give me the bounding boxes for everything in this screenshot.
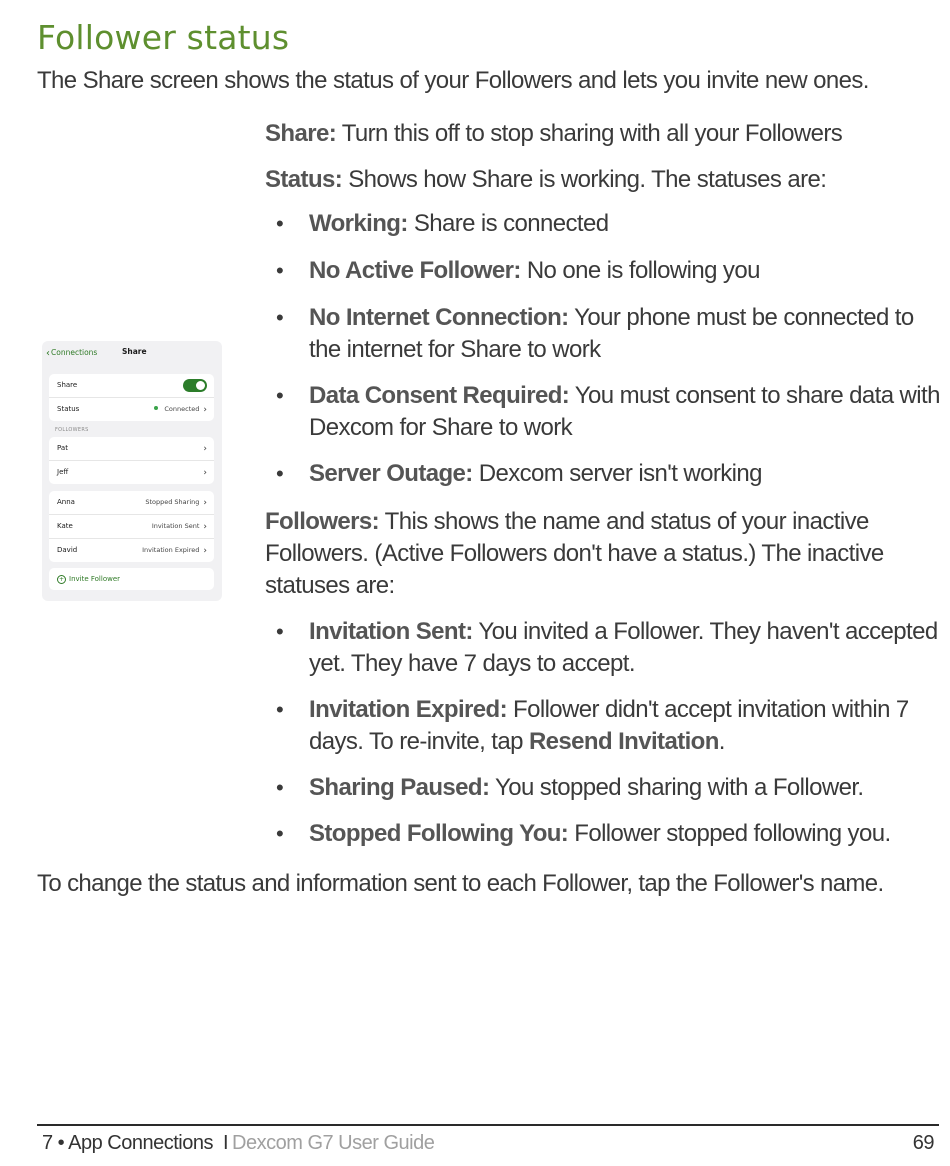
followers-status-list	[265, 616, 945, 850]
list-item	[265, 255, 945, 287]
follower-row[interactable]	[49, 460, 214, 484]
invite-label: Invite Follower	[69, 575, 121, 583]
description-column	[265, 118, 945, 850]
chevron-right-icon: ›	[203, 522, 207, 532]
follower-name: Kate	[57, 522, 73, 530]
followers-text: This shows the name and status of your inactive Followers. (Active Followers don't have a status.) The inactive statuses are:	[265, 508, 884, 599]
follower-status: Invitation Expired	[142, 546, 200, 554]
item-term: Data Consent Required:	[309, 382, 570, 409]
list-item	[265, 302, 945, 366]
share-label: Share	[57, 381, 78, 389]
followers-paragraph	[265, 506, 945, 602]
footer-divider	[37, 1124, 939, 1126]
screen-title: Share	[122, 347, 147, 356]
status-list	[265, 208, 945, 490]
status-paragraph	[265, 164, 945, 196]
list-item	[265, 458, 945, 490]
list-item	[265, 616, 945, 680]
status-dot-icon	[154, 406, 158, 410]
invite-follower-button[interactable]	[49, 568, 214, 590]
status-text: Shows how Share is working. The statuses are:	[342, 166, 827, 193]
item-term: Invitation Sent:	[309, 618, 473, 645]
intro-paragraph: The Share screen shows the status of your Followers and lets you invite new ones.	[37, 67, 869, 94]
share-paragraph	[265, 118, 945, 150]
section-heading: Follower status	[37, 18, 290, 57]
item-text: You invited a Follower. They haven't accepted yet. They have 7 days to accept.	[309, 618, 938, 677]
chevron-right-icon: ›	[203, 468, 207, 478]
item-term: Invitation Expired:	[309, 696, 507, 723]
status-label: Status	[57, 405, 80, 413]
item-text: You must consent to share data with Dexcom for Share to work	[309, 382, 940, 441]
list-item	[265, 818, 945, 850]
followers-section-label: FOLLOWERS	[55, 427, 89, 433]
plus-circle-icon: +	[58, 576, 65, 583]
footer-guide-title: Dexcom G7 User Guide	[232, 1132, 435, 1154]
item-text: No one is following you	[520, 257, 760, 284]
follower-status: Stopped Sharing	[145, 498, 200, 506]
closing-paragraph: To change the status and information sent to each Follower, tap the Follower's name.	[37, 870, 884, 897]
chevron-right-icon: ›	[203, 498, 207, 508]
share-text: Turn this off to stop sharing with all your Followers	[336, 120, 843, 147]
share-toggle-row	[49, 374, 214, 397]
follower-row[interactable]	[49, 437, 214, 460]
follower-row[interactable]	[49, 491, 214, 514]
footer-chapter: 7 • App Connections	[42, 1132, 213, 1154]
status-value: Connected	[164, 405, 200, 413]
follower-name: Anna	[57, 498, 75, 506]
item-text: Your phone must be connected to the internet for Share to work	[309, 304, 914, 363]
list-item	[265, 208, 945, 240]
page-footer	[42, 1132, 934, 1155]
chevron-right-icon: ›	[203, 405, 207, 415]
active-followers-card	[49, 437, 214, 484]
follower-name: David	[57, 546, 78, 554]
status-row[interactable]	[49, 397, 214, 421]
item-term: Server Outage:	[309, 460, 473, 487]
chevron-left-icon: ‹	[46, 348, 50, 359]
share-settings-card	[49, 374, 214, 421]
item-text: Follower stopped following you.	[568, 820, 891, 847]
chevron-right-icon: ›	[203, 546, 207, 556]
page-number: 69	[912, 1132, 934, 1154]
back-label: Connections	[51, 348, 98, 357]
share-screen-mockup	[42, 341, 222, 601]
inactive-followers-card	[49, 491, 214, 562]
chevron-right-icon: ›	[203, 444, 207, 454]
item-term: Sharing Paused:	[309, 774, 490, 801]
follower-name: Pat	[57, 444, 68, 452]
follower-name: Jeff	[57, 468, 69, 476]
share-term: Share:	[265, 120, 337, 147]
footer-separator: I	[222, 1132, 229, 1154]
follower-status: Invitation Sent	[151, 522, 200, 530]
resend-invitation-label: Resend Invitation	[528, 728, 719, 755]
item-text: You stopped sharing with a Follower.	[489, 774, 864, 801]
nav-bar	[42, 341, 222, 365]
list-item	[265, 380, 945, 444]
back-button[interactable]	[46, 347, 97, 358]
item-end: .	[718, 728, 725, 755]
status-term: Status:	[265, 166, 343, 193]
invite-card	[49, 568, 214, 590]
follower-row[interactable]	[49, 514, 214, 538]
item-text: Share is connected	[407, 210, 609, 237]
follower-row[interactable]	[49, 538, 214, 562]
share-toggle[interactable]	[183, 379, 207, 392]
item-term: Stopped Following You:	[309, 820, 569, 847]
followers-term: Followers:	[265, 508, 380, 535]
item-term: No Internet Connection:	[309, 304, 569, 331]
item-text: Follower didn't accept invitation within 7 days. To re-invite, tap	[309, 696, 909, 755]
list-item	[265, 772, 945, 804]
item-term: Working:	[309, 210, 408, 237]
item-term: No Active Follower:	[309, 257, 521, 284]
list-item	[265, 694, 945, 758]
item-text: Dexcom server isn't working	[472, 460, 762, 487]
